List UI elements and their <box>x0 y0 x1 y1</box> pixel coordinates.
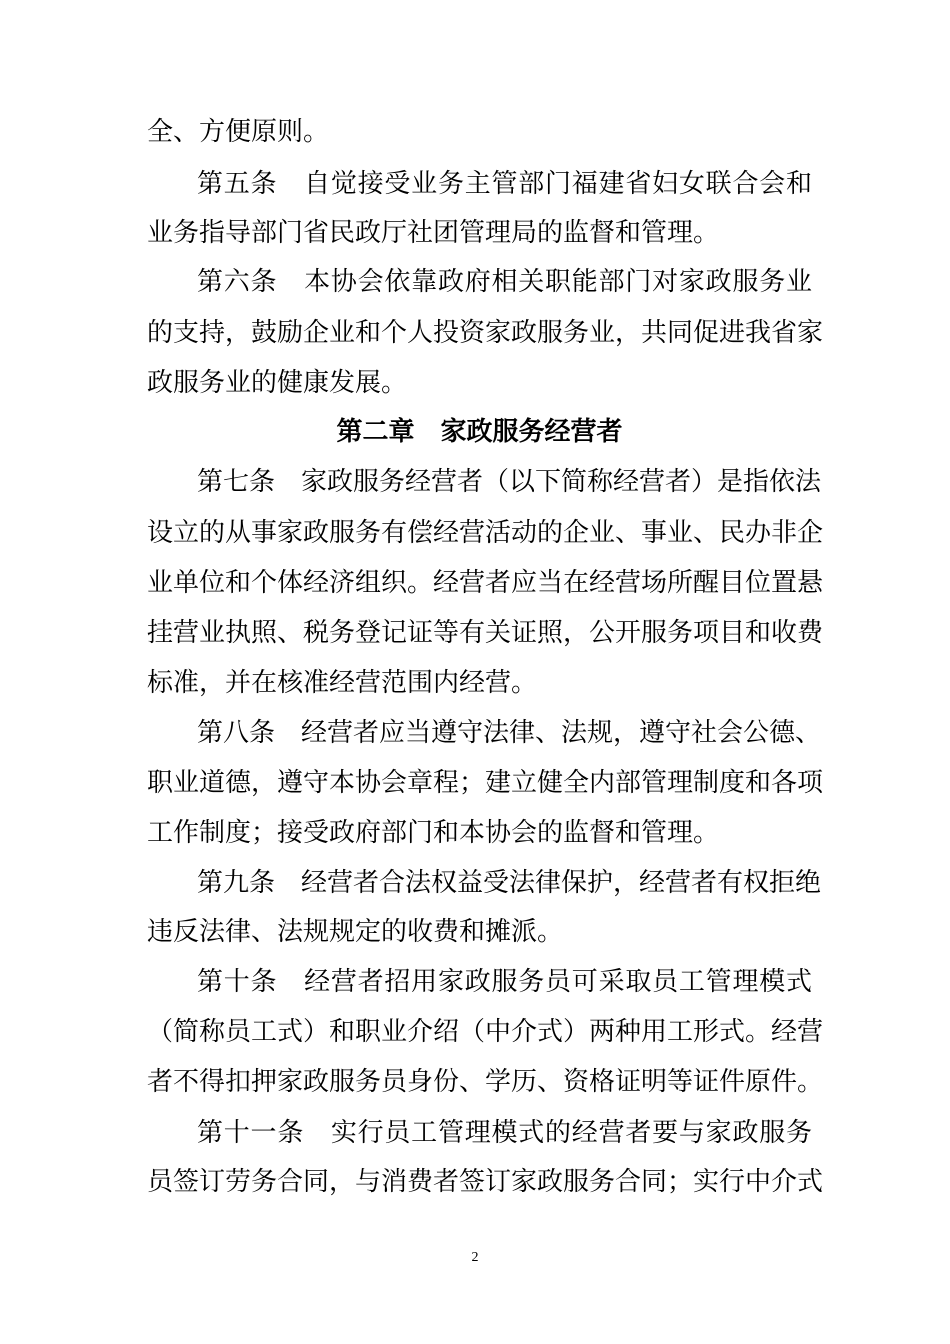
text-line: （简称员工式）和职业介绍（中介式）两种用工形式。经营 <box>147 1017 824 1047</box>
article-7-line: 第七条 家政服务经营者（以下简称经营者）是指依法 <box>197 467 822 497</box>
text-line: 者不得扣押家政服务员身份、学历、资格证明等证件原件。 <box>147 1067 824 1097</box>
text-line: 职业道德，遵守本协会章程；建立健全内部管理制度和各项 <box>147 768 824 798</box>
article-6-line: 第六条 本协会依靠政府相关职能部门对家政服务业 <box>197 267 812 297</box>
page-number: 2 <box>471 1250 479 1265</box>
chapter-number: 第二章 <box>336 417 415 447</box>
text-line: 业单位和个体经济组织。经营者应当在经营场所醒目位置悬 <box>147 568 824 598</box>
text-line: 全、方便原则。 <box>147 117 330 147</box>
chapter-heading <box>147 416 812 448</box>
article-10-line: 第十条 经营者招用家政服务员可采取员工管理模式 <box>197 967 812 997</box>
text-line: 工作制度；接受政府部门和本协会的监督和管理。 <box>147 818 720 848</box>
chapter-title: 家政服务经营者 <box>440 417 623 447</box>
text-line: 违反法律、法规规定的收费和摊派。 <box>147 917 564 947</box>
article-5-line: 第五条 自觉接受业务主管部门福建省妇女联合会和 <box>197 169 812 199</box>
article-9-line: 第九条 经营者合法权益受法律保护，经营者有权拒绝 <box>197 868 822 898</box>
text-line: 员签订劳务合同，与消费者签订家政服务合同；实行中介式 <box>147 1167 824 1197</box>
text-line: 标准，并在核准经营范围内经营。 <box>147 668 538 698</box>
text-line: 业务指导部门省民政厅社团管理局的监督和管理。 <box>147 218 720 248</box>
text-line: 挂营业执照、税务登记证等有关证照，公开服务项目和收费 <box>147 618 824 648</box>
article-8-line: 第八条 经营者应当遵守法律、法规，遵守社会公德、 <box>197 718 822 748</box>
text-line: 政服务业的健康发展。 <box>147 368 408 398</box>
article-11-line: 第十一条 实行员工管理模式的经营者要与家政服务 <box>197 1118 812 1148</box>
text-line: 设立的从事家政服务有偿经营活动的企业、事业、民办非企 <box>147 518 824 548</box>
text-line: 的支持，鼓励企业和个人投资家政服务业，共同促进我省家 <box>147 318 824 348</box>
